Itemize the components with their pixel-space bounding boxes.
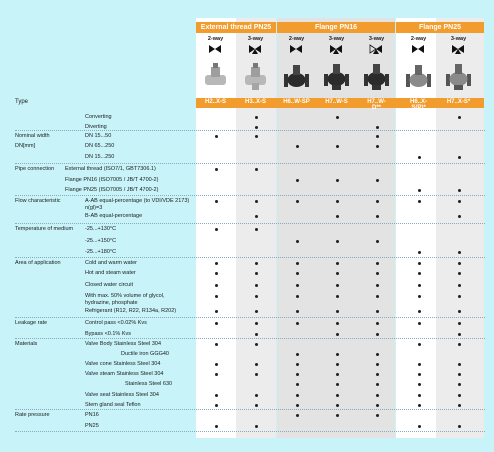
row-label: A-AB equal-percentage (to VDI/VDE 2173) n(gl)=3	[85, 198, 190, 211]
availability-dot	[336, 394, 339, 397]
availability-dot	[296, 295, 299, 298]
availability-dot	[418, 251, 421, 254]
availability-dot	[336, 284, 339, 287]
availability-dot	[376, 135, 379, 138]
availability-dot	[336, 272, 339, 275]
group-header-external-thread: External thread PN25	[196, 22, 276, 33]
availability-dot	[255, 228, 258, 231]
availability-dot	[255, 215, 258, 218]
way-label: 3-way	[247, 36, 264, 42]
row-label: Hot and steam water	[85, 270, 136, 276]
availability-dot	[458, 284, 461, 287]
availability-dot	[336, 145, 339, 148]
availability-dot	[296, 310, 299, 313]
availability-dot	[336, 373, 339, 376]
availability-dot	[458, 333, 461, 336]
row-label: B-AB equal-percentage	[85, 213, 143, 219]
availability-dot	[296, 383, 299, 386]
row-label: PN16	[85, 412, 99, 418]
availability-dot	[376, 383, 379, 386]
availability-dot	[418, 425, 421, 428]
row-label: Cold and warm water	[85, 260, 137, 266]
availability-dot	[376, 414, 379, 417]
three-way-valve-icon	[445, 44, 472, 54]
section-divider	[15, 130, 485, 131]
row-label: Valve Body Stainless Steel 304	[85, 341, 162, 347]
availability-dot	[296, 414, 299, 417]
section-divider	[15, 257, 485, 258]
availability-dot	[215, 135, 218, 138]
availability-dot	[215, 228, 218, 231]
availability-dot	[458, 251, 461, 254]
two-way-valve-icon	[405, 44, 432, 54]
row-label: External thread (ISO7/1, GBT7306.1)	[65, 166, 156, 172]
three-way-valve-icon	[323, 44, 350, 54]
availability-dot	[255, 295, 258, 298]
availability-dot	[296, 179, 299, 182]
row-category: Leakage rate	[15, 320, 48, 326]
availability-dot	[296, 404, 299, 407]
valve-product-image	[283, 61, 310, 91]
availability-dot	[215, 343, 218, 346]
section-divider	[15, 317, 485, 318]
availability-dot	[255, 168, 258, 171]
availability-dot	[255, 394, 258, 397]
availability-dot	[255, 425, 258, 428]
availability-dot	[458, 310, 461, 313]
availability-dot	[255, 373, 258, 376]
availability-dot	[255, 310, 258, 313]
availability-dot	[255, 135, 258, 138]
availability-dot	[418, 262, 421, 265]
valve-product-image	[445, 61, 472, 91]
availability-dot	[255, 200, 258, 203]
availability-dot	[376, 215, 379, 218]
row-category: Temperature of medium	[15, 226, 74, 232]
valve-product-image	[202, 61, 229, 91]
three-way-mixing-valve-icon	[363, 44, 390, 54]
availability-dot	[296, 394, 299, 397]
availability-dot	[376, 295, 379, 298]
availability-dot	[458, 322, 461, 325]
availability-dot	[376, 179, 379, 182]
availability-dot	[296, 262, 299, 265]
availability-dot	[215, 363, 218, 366]
section-divider	[15, 163, 485, 164]
row-category: Pipe connection	[15, 166, 55, 172]
availability-dot	[215, 425, 218, 428]
type-label: Type	[15, 99, 29, 105]
availability-dot	[458, 363, 461, 366]
availability-dot	[376, 310, 379, 313]
availability-dot	[418, 284, 421, 287]
availability-dot	[376, 145, 379, 148]
availability-dot	[215, 404, 218, 407]
row-label: Stainless Steel 630	[125, 381, 173, 387]
group-header-flange-pn16: Flange PN16	[277, 22, 395, 33]
model-code: H7..W-S	[325, 99, 348, 105]
availability-dot	[458, 383, 461, 386]
availability-dot	[296, 240, 299, 243]
availability-dot	[255, 284, 258, 287]
row-category: Rate pressure	[15, 412, 50, 418]
availability-dot	[418, 189, 421, 192]
row-label: Ductile iron GGG40	[121, 351, 169, 357]
availability-dot	[215, 394, 218, 397]
row-label: Flange PN16 (ISO7005 / JB/T 4700-2)	[65, 177, 159, 183]
row-label: DN 65...250	[85, 143, 115, 149]
availability-dot	[296, 353, 299, 356]
row-label: DN 15...250	[85, 154, 115, 160]
model-code: H2..X-S	[204, 99, 226, 105]
availability-dot	[255, 126, 258, 129]
availability-dot	[418, 200, 421, 203]
availability-dot	[255, 333, 258, 336]
availability-dot	[255, 404, 258, 407]
availability-dot	[458, 425, 461, 428]
availability-dot	[458, 156, 461, 159]
way-label: 2-way	[288, 36, 305, 42]
availability-dot	[376, 333, 379, 336]
model-code: H6..X-S(P)*	[409, 99, 427, 111]
availability-dot	[215, 168, 218, 171]
way-label: 2-way	[410, 36, 427, 42]
model-code: H7..X-S*	[446, 99, 471, 105]
row-label: With max. 50% volume of glycol, hydrazine, phosphate	[85, 293, 165, 306]
availability-dot	[418, 295, 421, 298]
availability-dot	[215, 295, 218, 298]
availability-dot	[376, 322, 379, 325]
availability-dot	[418, 322, 421, 325]
availability-dot	[458, 343, 461, 346]
model-code: H3..X-S	[244, 99, 266, 105]
row-label: Refrigerant (R12, R22, R134a, R202)	[85, 308, 177, 314]
availability-dot	[418, 272, 421, 275]
availability-dot	[336, 310, 339, 313]
availability-dot	[255, 363, 258, 366]
availability-dot	[336, 333, 339, 336]
availability-dot	[296, 284, 299, 287]
valve-product-image	[242, 61, 269, 91]
availability-dot	[458, 373, 461, 376]
availability-dot	[296, 373, 299, 376]
way-label: 2-way	[207, 36, 224, 42]
section-divider	[15, 431, 485, 432]
availability-dot	[255, 262, 258, 265]
availability-dot	[418, 394, 421, 397]
valve-product-image	[405, 61, 432, 91]
availability-dot	[458, 215, 461, 218]
availability-dot	[458, 404, 461, 407]
availability-dot	[255, 272, 258, 275]
availability-dot	[418, 373, 421, 376]
availability-dot	[255, 322, 258, 325]
availability-dot	[458, 200, 461, 203]
way-label: 3-way	[328, 36, 345, 42]
availability-dot	[215, 272, 218, 275]
availability-dot	[418, 310, 421, 313]
availability-dot	[336, 322, 339, 325]
availability-dot	[336, 414, 339, 417]
row-label: Control pass <0.02% Kvs	[85, 320, 147, 326]
row-label: Bypass <0.1% Kvs	[85, 331, 132, 337]
availability-dot	[458, 394, 461, 397]
availability-dot	[418, 363, 421, 366]
section-divider	[15, 223, 485, 224]
row-category: Nominal width	[15, 133, 50, 139]
valve-product-image	[323, 61, 350, 91]
row-label: PN25	[85, 423, 99, 429]
row-category: Materials	[15, 341, 38, 347]
availability-dot	[458, 272, 461, 275]
two-way-valve-icon	[202, 44, 229, 54]
model-code: H7..W-D**	[367, 99, 386, 111]
availability-dot	[215, 262, 218, 265]
row-label: Converting	[85, 114, 112, 120]
availability-dot	[458, 116, 461, 119]
availability-dot	[336, 116, 339, 119]
availability-dot	[376, 363, 379, 366]
availability-dot	[376, 272, 379, 275]
row-label: Closed water circuit	[85, 282, 133, 288]
row-label: Valve cone Stainless Steel 304	[85, 361, 161, 367]
three-way-valve-icon	[242, 44, 269, 54]
availability-dot	[376, 394, 379, 397]
two-way-valve-icon	[283, 44, 310, 54]
section-divider	[15, 338, 485, 339]
availability-dot	[376, 404, 379, 407]
row-label: DN 15...50	[85, 133, 112, 139]
availability-dot	[418, 343, 421, 346]
availability-dot	[458, 262, 461, 265]
availability-dot	[296, 272, 299, 275]
availability-dot	[336, 295, 339, 298]
row-label: Valve steam Stainless Steel 304	[85, 371, 164, 377]
availability-dot	[458, 189, 461, 192]
availability-dot	[336, 179, 339, 182]
group-header-flange-pn25: Flange PN25	[396, 22, 484, 33]
availability-dot	[215, 200, 218, 203]
availability-dot	[296, 322, 299, 325]
availability-dot	[336, 383, 339, 386]
availability-dot	[336, 262, 339, 265]
availability-dot	[418, 383, 421, 386]
availability-dot	[418, 404, 421, 407]
availability-dot	[376, 262, 379, 265]
section-divider	[15, 409, 485, 410]
row-category: Area of application	[15, 260, 61, 266]
availability-dot	[418, 156, 421, 159]
row-label: Valve seat Stainless Steel 304	[85, 392, 159, 398]
availability-dot	[215, 322, 218, 325]
availability-dot	[296, 200, 299, 203]
row-category: Flow characteristic	[15, 198, 61, 204]
section-divider	[15, 195, 485, 196]
row-label: Stem gland seal Teflon	[85, 402, 141, 408]
availability-dot	[336, 200, 339, 203]
availability-dot	[376, 284, 379, 287]
way-label: 3-way	[450, 36, 467, 42]
availability-dot	[255, 343, 258, 346]
row-label: Diverting	[85, 124, 107, 130]
availability-dot	[376, 240, 379, 243]
availability-dot	[376, 126, 379, 129]
model-code: H6..W-SP	[283, 99, 310, 105]
availability-dot	[336, 353, 339, 356]
availability-dot	[215, 310, 218, 313]
way-label: 3-way	[368, 36, 385, 42]
availability-dot	[336, 404, 339, 407]
row-label: Flange PN25 (ISO7005 / JB/T 4700-2)	[65, 187, 159, 193]
valve-product-image	[363, 61, 390, 91]
row-label: -25...+130°C	[85, 226, 117, 232]
availability-dot	[458, 295, 461, 298]
availability-dot	[376, 353, 379, 356]
availability-dot	[296, 363, 299, 366]
availability-dot	[336, 363, 339, 366]
row-label: -25...+150°C	[85, 238, 117, 244]
availability-dot	[215, 373, 218, 376]
availability-dot	[255, 116, 258, 119]
availability-dot	[215, 284, 218, 287]
availability-dot	[336, 240, 339, 243]
availability-dot	[296, 145, 299, 148]
availability-dot	[376, 373, 379, 376]
row-category: DN[mm]	[15, 143, 36, 149]
availability-dot	[336, 215, 339, 218]
row-label: -25...+180°C	[85, 249, 117, 255]
availability-dot	[376, 200, 379, 203]
